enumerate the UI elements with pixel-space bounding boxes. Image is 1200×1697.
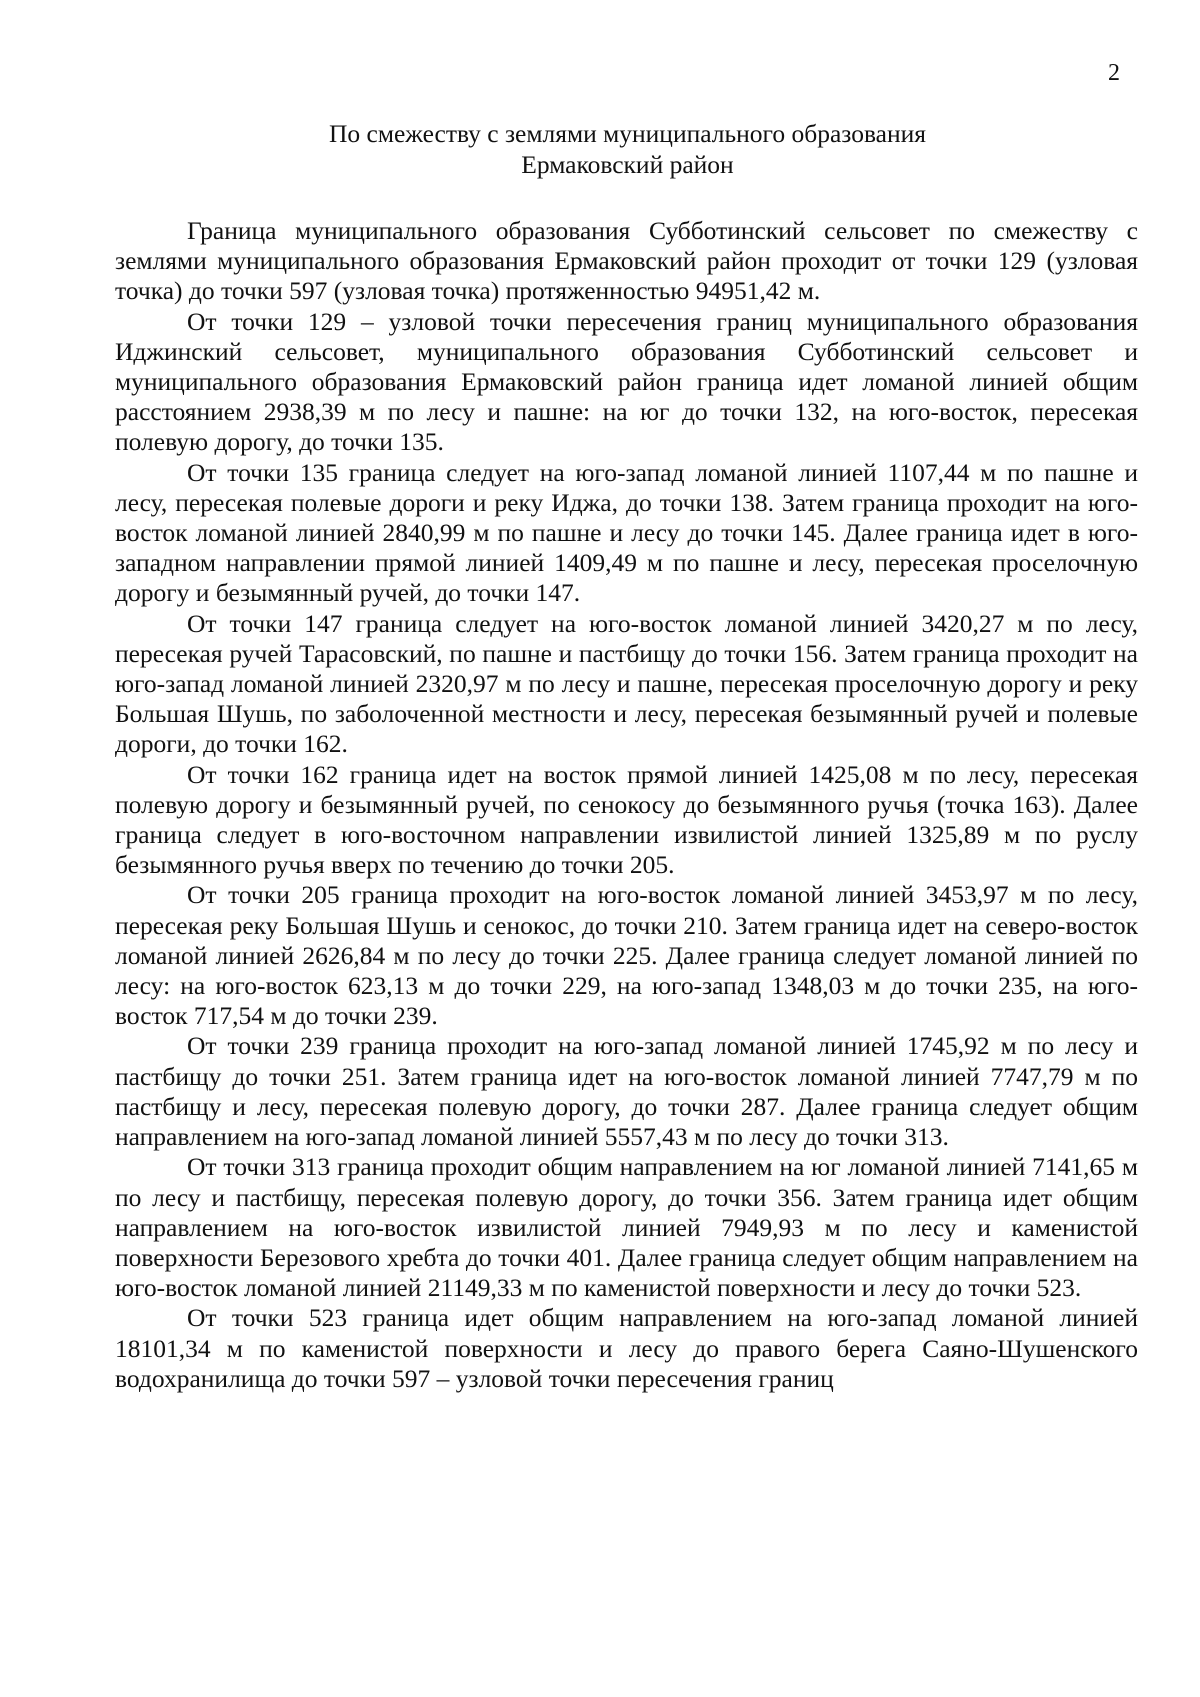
paragraph-2: От точки 129 – узловой точки пересечения границ муниципального образования Иджинский сельсовет, муниципального образования Субботинский сельсовет и муниципального образования Ермаковский район граница идет ломаной линией общим расстоянием 2938,39 м по лесу и пашне: на юг до точки 132, на юго-восток, пересекая полевую дорогу, до точки 135. [115,306,1138,457]
paragraph-1: Граница муниципального образования Субботинский сельсовет по смежеству с землями муниципального образования Ермаковский район проходит от точки 129 (узловая точка) до точки 597 (узловая точка) протяженностью 94951,42 м. [115,216,1138,306]
paragraph-4: От точки 147 граница следует на юго-восток ломаной линией 3420,27 м по лесу, пересекая ручей Тарасовский, по пашне и пастбищу до точки 156. Затем граница проходит на юго-запад ломаной линией 2320,97 м по лесу и пашне, пересекая проселочную дорогу и реку Большая Шушь, по заболоченной местности и лесу, пересекая безымянный ручей и полевые дороги, до точки 162. [115,608,1138,759]
paragraph-7: От точки 239 граница проходит на юго-запад ломаной линией 1745,92 м по лесу и пастбищу до точки 251. Затем граница идет на юго-восток ломаной линией 7747,79 м по пастбищу и лесу, пересекая полевую дорогу, до точки 287. Далее граница следует общим направлением на юго-запад ломаной линией 5557,43 м по лесу до точки 313. [115,1031,1138,1152]
page-number: 2 [1108,60,1120,86]
paragraph-5: От точки 162 граница идет на восток прямой линией 1425,08 м по лесу, пересекая полевую дорогу и безымянный ручей, по сенокосу до безымянного ручья (точка 163). Далее граница следует в юго-восточном направлении извилистой линией 1325,89 м по руслу безымянного ручья вверх по течению до точки 205. [115,759,1138,880]
section-heading [115,118,1140,180]
heading-line-2: Ермаковский район [521,150,734,179]
document-body [115,216,1138,1394]
paragraph-3: От точки 135 граница следует на юго-запад ломаной линией 1107,44 м по пашне и лесу, пересекая полевые дороги и реку Иджа, до точки 138. Затем граница проходит на юго-восток ломаной линией 2840,99 м по пашне и лесу до точки 145. Далее граница идет в юго-западном направлении прямой линией 1409,49 м по пашне и лесу, пересекая проселочную дорогу и безымянный ручей, до точки 147. [115,457,1138,608]
heading-line-1: По смежеству с землями муниципального образования [328,119,926,148]
paragraph-9: От точки 523 граница идет общим направлением на юго-запад ломаной линией 18101,34 м по каменистой поверхности и лесу до правого берега Саяно-Шушенского водохранилища до точки 597 – узловой точки пересечения границ [115,1303,1138,1393]
paragraph-8: От точки 313 граница проходит общим направлением на юг ломаной линией 7141,65 м по лесу и пастбищу, пересекая полевую дорогу, до точки 356. Затем граница идет общим направлением на юго-восток извилистой линией 7949,93 м по лесу и каменистой поверхности Березового хребта до точки 401. Далее граница следует общим направлением на юго-восток ломаной линией 21149,33 м по каменистой поверхности и лесу до точки 523. [115,1152,1138,1303]
paragraph-6: От точки 205 граница проходит на юго-восток ломаной линией 3453,97 м по лесу, пересекая реку Большая Шушь и сенокос, до точки 210. Затем граница идет на северо-восток ломаной линией 2626,84 м по лесу до точки 225. Далее граница следует ломаной линией по лесу: на юго-восток 623,13 м до точки 229, на юго-запад 1348,03 м до точки 235, на юго-восток 717,54 м до точки 239. [115,880,1138,1031]
